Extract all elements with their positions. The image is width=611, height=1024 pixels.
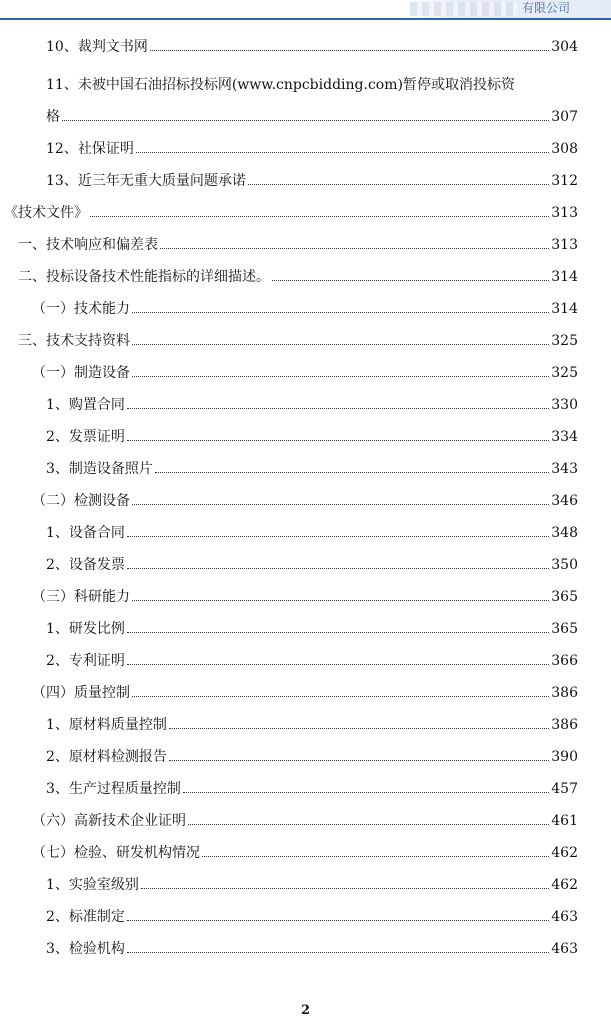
toc-entry-page: 365 bbox=[551, 589, 578, 605]
toc-entry-page: 463 bbox=[551, 909, 578, 925]
toc-entry-page: 313 bbox=[551, 205, 578, 221]
dot-leader bbox=[155, 472, 549, 473]
toc-entry-label: 13、近三年无重大质量问题承诺 bbox=[46, 173, 246, 189]
dot-leader bbox=[127, 408, 549, 409]
toc-entry[interactable] bbox=[46, 460, 578, 479]
dot-leader bbox=[127, 632, 549, 633]
toc-entry[interactable] bbox=[18, 268, 578, 287]
toc-entry[interactable] bbox=[18, 236, 578, 255]
toc-entry-page: 325 bbox=[551, 365, 578, 381]
toc-entry[interactable] bbox=[32, 588, 578, 607]
dot-leader bbox=[127, 440, 549, 441]
toc-entry-page: 313 bbox=[551, 237, 578, 253]
toc-entry-page: 314 bbox=[551, 301, 578, 317]
toc-entry-page: 334 bbox=[551, 429, 578, 445]
toc-entry[interactable] bbox=[46, 76, 578, 95]
toc-entry[interactable] bbox=[46, 716, 578, 735]
toc-entry-label: （二）检测设备 bbox=[32, 493, 130, 509]
dot-leader bbox=[132, 344, 549, 345]
toc-entry-label: （一）技术能力 bbox=[32, 301, 130, 317]
toc-entry[interactable] bbox=[46, 172, 578, 191]
toc-entry-label: 2、发票证明 bbox=[46, 429, 125, 445]
toc-entry-page: 346 bbox=[551, 493, 578, 509]
header-company-suffix: 有限公司 bbox=[522, 1, 571, 15]
toc-entry-page: 343 bbox=[551, 461, 578, 477]
toc-entry[interactable] bbox=[18, 332, 578, 351]
dot-leader bbox=[127, 568, 549, 569]
toc-entry-page: 308 bbox=[551, 141, 578, 157]
toc-entry-page: 462 bbox=[551, 845, 578, 861]
toc-entry-page: 348 bbox=[551, 525, 578, 541]
dot-leader bbox=[132, 312, 549, 313]
toc-entry-page: 366 bbox=[551, 653, 578, 669]
toc-entry[interactable] bbox=[46, 652, 578, 671]
toc-entry-page: 457 bbox=[551, 781, 578, 797]
toc-entry[interactable] bbox=[46, 396, 578, 415]
dot-leader bbox=[183, 792, 549, 793]
toc-entry-page: 350 bbox=[551, 557, 578, 573]
redacted-company-name bbox=[410, 2, 518, 16]
toc-entry[interactable] bbox=[46, 940, 578, 959]
toc-entry[interactable] bbox=[46, 620, 578, 639]
dot-leader bbox=[62, 120, 549, 121]
toc-entry-label: 10、裁判文书网 bbox=[46, 39, 148, 55]
toc-entry[interactable] bbox=[46, 140, 578, 159]
toc-entry[interactable] bbox=[32, 492, 578, 511]
toc-entry[interactable] bbox=[32, 364, 578, 383]
toc-entry-label: 1、设备合同 bbox=[46, 525, 125, 541]
dot-leader bbox=[127, 536, 549, 537]
dot-leader bbox=[169, 760, 549, 761]
dot-leader bbox=[90, 216, 549, 217]
toc-entry-label: 三、技术支持资料 bbox=[18, 333, 130, 349]
toc-entry-page: 325 bbox=[551, 333, 578, 349]
toc-entry-page: 307 bbox=[551, 109, 578, 125]
toc-entry-label: 1、研发比例 bbox=[46, 621, 125, 637]
toc-entry-page: 390 bbox=[551, 749, 578, 765]
toc-entry-label: 3、检验机构 bbox=[46, 941, 125, 957]
dot-leader bbox=[136, 152, 549, 153]
toc-entry-label: （一）制造设备 bbox=[32, 365, 130, 381]
toc-entry-label: （六）高新技术企业证明 bbox=[32, 813, 186, 829]
toc-entry[interactable] bbox=[32, 844, 578, 863]
toc-entry-label: 2、标准制定 bbox=[46, 909, 125, 925]
dot-leader bbox=[188, 824, 549, 825]
toc-entry[interactable] bbox=[4, 204, 578, 223]
toc-entry-label: 11、未被中国石油招标投标网(www.cnpcbidding.com)暂停或取消投标资 bbox=[46, 77, 515, 93]
toc-entry-label: 1、购置合同 bbox=[46, 397, 125, 413]
toc-entry[interactable] bbox=[32, 684, 578, 703]
toc-entry-page: 314 bbox=[551, 269, 578, 285]
dot-leader bbox=[132, 696, 549, 697]
toc-entry-page: 386 bbox=[551, 685, 578, 701]
dot-leader bbox=[127, 952, 549, 953]
toc-entry-label: 12、社保证明 bbox=[46, 141, 134, 157]
toc-entry[interactable] bbox=[46, 524, 578, 543]
toc-entry-label: （七）检验、研发机构情况 bbox=[32, 845, 200, 861]
dot-leader bbox=[127, 664, 549, 665]
toc-entry-page: 386 bbox=[551, 717, 578, 733]
dot-leader bbox=[202, 856, 549, 857]
toc-entry-page: 463 bbox=[551, 941, 578, 957]
dot-leader bbox=[132, 504, 549, 505]
toc-entry-continuation[interactable] bbox=[46, 108, 578, 127]
toc-entry[interactable] bbox=[32, 300, 578, 319]
toc-entry[interactable] bbox=[46, 876, 578, 895]
toc-entry-page: 330 bbox=[551, 397, 578, 413]
dot-leader bbox=[141, 888, 549, 889]
toc-entry-label: 《技术文件》 bbox=[4, 205, 88, 221]
page-number: 2 bbox=[300, 1003, 311, 1018]
toc-entry-label: 2、设备发票 bbox=[46, 557, 125, 573]
toc-entry-page: 462 bbox=[551, 877, 578, 893]
toc-entry-label: 3、生产过程质量控制 bbox=[46, 781, 181, 797]
dot-leader bbox=[272, 280, 549, 281]
toc-entry-label: （四）质量控制 bbox=[32, 685, 130, 701]
toc-entry-page: 312 bbox=[551, 173, 578, 189]
toc-entry[interactable] bbox=[46, 556, 578, 575]
toc-entry-page: 304 bbox=[551, 39, 578, 55]
dot-leader bbox=[127, 920, 549, 921]
dot-leader bbox=[132, 600, 549, 601]
toc-entry-label: 3、制造设备照片 bbox=[46, 461, 153, 477]
dot-leader bbox=[150, 50, 549, 51]
toc-entry[interactable] bbox=[32, 812, 578, 831]
toc-entry-label: 一、技术响应和偏差表 bbox=[18, 237, 158, 253]
toc-entry-label: 1、实验室级别 bbox=[46, 877, 139, 893]
dot-leader bbox=[248, 184, 549, 185]
toc-entry-label-continuation: 格 bbox=[46, 109, 60, 125]
toc-entry[interactable] bbox=[46, 428, 578, 447]
header-rule bbox=[0, 18, 611, 20]
toc-entry-label: 二、投标设备技术性能指标的详细描述。 bbox=[18, 269, 270, 285]
toc-entry-page: 365 bbox=[551, 621, 578, 637]
dot-leader bbox=[132, 376, 549, 377]
toc-entry-label: 2、原材料检测报告 bbox=[46, 749, 167, 765]
toc-entry[interactable] bbox=[46, 38, 578, 57]
dot-leader bbox=[169, 728, 549, 729]
toc-entry-label: （三）科研能力 bbox=[32, 589, 130, 605]
toc-entry-page: 461 bbox=[551, 813, 578, 829]
toc-entry-label: 2、专利证明 bbox=[46, 653, 125, 669]
toc-entry[interactable] bbox=[46, 780, 578, 799]
dot-leader bbox=[160, 248, 549, 249]
toc-entry-label: 1、原材料质量控制 bbox=[46, 717, 167, 733]
toc-entry[interactable] bbox=[46, 908, 578, 927]
toc-entry[interactable] bbox=[46, 748, 578, 767]
